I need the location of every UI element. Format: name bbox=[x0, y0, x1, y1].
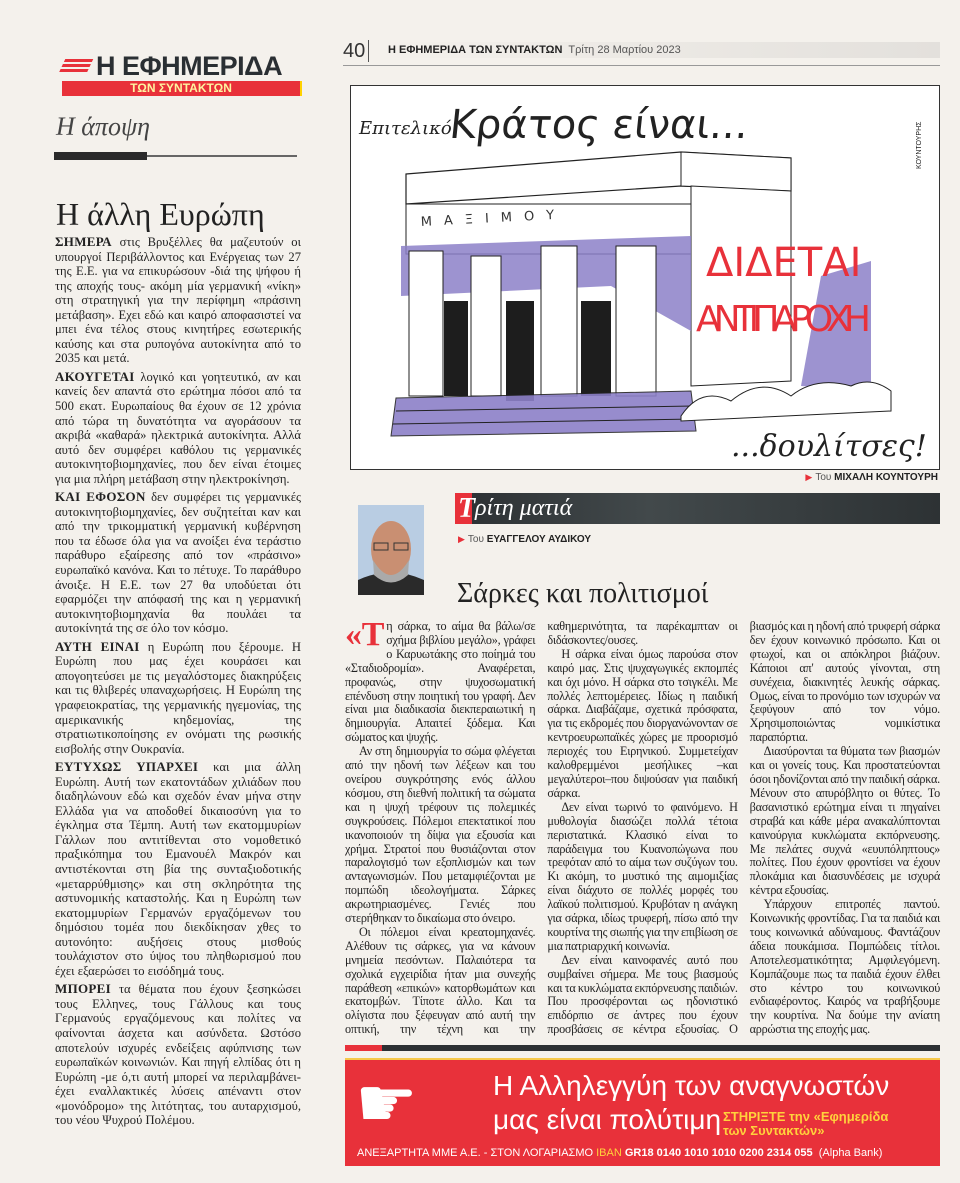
editorial-body bbox=[55, 235, 301, 1132]
ad-bank-details bbox=[357, 1147, 882, 1159]
column-and-ad bbox=[345, 616, 940, 1166]
cartoon-caption-big: Κράτος είναι... bbox=[447, 102, 751, 148]
column-byline bbox=[458, 534, 591, 545]
paragraph bbox=[55, 370, 301, 486]
cartoon bbox=[350, 85, 940, 470]
cartoon-punchline: ...δουλίτσες! bbox=[731, 429, 927, 464]
logo-line1: Η ΕΦΗΜΕΡΙΔΑ bbox=[96, 51, 283, 81]
divider bbox=[368, 40, 369, 62]
paragraph: Διασύρονται τα θύματα των βιασμών και οι γονείς τους. Και προστατεύονται όσοι ηδονίζονται από την παιδική σάρκα. Μένουν στο απυρόβλητο οι θύτες. Το βασανιστικό ερώτημα είναι τι πηγαίνει στραβά και κάθε μέρα ανακαλύπτονται καινούργια κυκλώματα εκπόρνευσης. Με πελάτες συχνά «ευυπόληπτους» πολίτες. Που έχουν φροντίσει να έχουν πλοκάμια και διασυνδέσεις με ισχυρά κέντρα εξουσίας. bbox=[749, 744, 940, 898]
cartoon-signature: ΚΟΥΝΤΟΥΡΗΣ bbox=[916, 121, 923, 169]
paragraph: Δεν είναι καινοφανές αυτό που συμβαίνει σήμερα. Με τους βιασμούς και τα κυκλώματα εκπόρνευσης παιδιών. Που προσφέρονται ως ηδονιστικό επιδόρπιο σε άντρες που έχουν προσβάσεις σε κέντρα εξουσίας. Ο βιασμός και η ηδονή από τρυφερή σάρκα δεν έχουν κοινωνικό πρόσωπο. Και οι φτωχοί, και οι απόκληροι βιάζουν. Κάποιοι απ' αυτούς γίνονται, στη συνέχεια, διακινητές λευκής σάρκας. Ομως, είναι το προνόμιο των ισχυρών να ξεφύγουν από τον νόμο. Χρησιμοποιώντας νομικίστικα παραπόρτια. bbox=[547, 619, 940, 1037]
drop-cap: «Τ bbox=[345, 616, 385, 653]
paragraph-text: η σάρκα, το αίμα θα βάλω/σε σχήμα βιβλίου μεγάλο», γράφει ο Καρυωτάκης στο ποίημά του «Σταδιοδρομία». Αναφέρεται, προφανώς, στην ψυχοσωματική επένδυση στην ποιητική του γραφή. Δεν είναι μια διαδικασία διεκπεραιωτική η δημιουργία. Απαιτεί ξόδεμα. Και σώματος και ψυχής. bbox=[345, 619, 536, 745]
ad-call-to-action: ΣΤΗΡΙΞΤΕ την «Εφημερίδα των Συντακτών» bbox=[723, 1109, 889, 1139]
cartoon-drawing bbox=[351, 86, 938, 468]
paragraph: Οι πόλεμοι είναι κρεατομηχανές. Αλέθουν τις σάρκες, για να κάνουν μνημεία πεσόντων. Παλαιότερα τα σχολικά εγχειρίδια ήταν μια συνεχής παράθεση «επικών» κατορθωμάτων και εκατομβών. Τίποτε άλλο. Και τα ολίγιστα που ξέφευγαν από αυτή την οπτική, την τέχνη και την καθημερινότητα, τα παρέκαμπταν οι διδάσκοντες/ουσες. bbox=[345, 619, 738, 1037]
building-sign: ΜΑΞΙΜΟΥ bbox=[420, 207, 567, 230]
paragraph-text: η Ευρώπη που ξέρουμε. Η Ευρώπη που μας έχει κουράσει και απογοητεύσει με τις μεγαλόστομες διακηρύξεις και τις θλιβερές υπαναχωρήσεις. Η Ευρώπη της γραφειοκρατίας, της γερμανικής ηγεμονίας, της αμερικανικής κηδεμονίας, της στρατιωτικοποίησης εν ονόματι της ρωσικής εισβολής στην Ουκρανία. bbox=[55, 639, 301, 756]
doorway bbox=[506, 301, 534, 401]
graffiti-text: ΑΝΤΙΠΑΡΟΧΗ bbox=[696, 299, 871, 340]
paragraph-text: λογικό και γοητευτικό, αν και κανείς δεν απαντά στο ερώτημα πόσοι από τα 500 εκατ. Ευρωπαίους θα έχουν σε 12 χρόνια από τώρα τη δυνατότητα να αγοράσουν τα ακριβά «καθαρά» ηλεκτρικά αυτοκίνητα. Αλλά αυτό δεν συμφέρει καθόλου τις γερμανικές αυτοκινητοβιομηχανίες, που δεν είναι έτοιμες για μια πλήρη μετάβαση στην ηλεκτροκίνηση. bbox=[55, 369, 301, 486]
divider bbox=[343, 65, 940, 66]
cartoon-caption-small: Επιτελικό bbox=[359, 118, 452, 139]
pointing-hand-icon: ☛ bbox=[355, 1062, 418, 1145]
logo-line2: ΤΩΝ ΣΥΝΤΑΚΤΩΝ bbox=[62, 81, 302, 96]
editorial-title: Η άλλη Ευρώπη bbox=[56, 196, 265, 232]
lead-word: ΚΑΙ ΕΦΟΣΟΝ bbox=[55, 489, 146, 505]
author-name: ΕΥΑΓΓΕΛΟΥ ΑΥΔΙΚΟΥ bbox=[486, 534, 592, 545]
paragraph-text: και μια άλλη Ευρώπη. Αυτή των εκατοντάδων χιλιάδων που διαδηλώνουν εδώ και σχεδόν έναν μήνα στην Ελλάδα για να αποδοθεί δικαιοσύνη για το έγκλημα στα Τέμπη. Αυτή των εκατομμυρίων Γάλλων που αντιτίθενται στο νομοθετικό πραξικόπημα του Εμανουέλ Μακρόν και αντιστέκονται στη βία της συνταξιοδοτικής «μεταρρύθμισης» και στη σκληρότητα της αστυνομικής καταστολής. Και η Ευρώπη των εκατομμυρίων Γερμανών εργαζόμενων του δημόσιου τομέα που διεκδίκησαν χθες το αυτονόητο: αυξήσεις στους μισθούς τουλάχιστον στο ύψος του πληθωρισμού που έχει εξαερώσει το εισόδημά τους. bbox=[55, 760, 301, 978]
newspaper-logo bbox=[62, 52, 302, 96]
triangle-icon: ▶ bbox=[805, 472, 813, 482]
paragraph bbox=[55, 982, 301, 1127]
side-wall bbox=[691, 186, 791, 386]
paragraph: Αν στη δημιουργία το σώμα φλέγεται από την ηδονή των λέξεων και του ονείρου συγκρότησης ενός άλλου κόσμου, στη διεθνή πολιτική τα σώματα και η ψυχή τρέφουν τις πολεμικές συγκρούσεις. Πόλεμοι επεκτατικοί που ικανοποιούν τη δίψα για εξουσία και χρήμα. Στρατοί που θυσιάζονται στον παραλογισμό των εξοπλισμών και των ανταγωνισμών. Που μεταμφιέζονται με πομπώδη ιδεολογήματα. Σάρκες ακρωτηριασμένες. Γενιές που στερήθηκαν το δικαίωμα στο όνειρο. bbox=[345, 744, 536, 926]
paragraph bbox=[55, 490, 301, 635]
cartoon-credit bbox=[700, 472, 938, 483]
paragraph bbox=[55, 640, 301, 756]
column bbox=[471, 256, 501, 396]
ad-headline: Η Αλληλεγγύη των αναγνωστών bbox=[493, 1070, 890, 1102]
paragraph: Υπάρχουν επιτροπές παντού. Κοινωνικής φροντίδας. Για τα παιδιά και τους κοινωνικά αδύναμους. Φαντάζουν άδεια πουκάμισα. Πομπώδεις τίτλοι. Αποτελεσματικότητα; Αμφιλεγόμενη. Κομπάζουμε πως τα παιδιά έχουν έλθει στο κέντρο του κοινωνικού ενδιαφέροντος. Καιρός να τραβήξουμε την κουρτίνα. Να δούμε την ανίατη αρρώστια της εποχής μας. bbox=[749, 897, 940, 1037]
column bbox=[616, 246, 656, 396]
column bbox=[541, 246, 577, 396]
column-title: Σάρκες και πολιτισμοί bbox=[457, 578, 709, 609]
section-label: Η άποψη bbox=[56, 112, 150, 141]
column-label: ρίτη ματιά bbox=[475, 495, 573, 521]
column-initial: Τ bbox=[455, 493, 472, 524]
bushes bbox=[681, 382, 891, 421]
paragraph: Δεν είναι τωρινό το φαινόμενο. Η μυθολογία διασώζει πολλά τέτοια περιστατικά. Κλασικό είναι το παράδειγμα του Κυανοπώγωνα που τρεφόταν από το αίμα των συζύγων του. Κι ακόμη, το μυστικό της αιμομιξίας είναι διάχυτο σε πολλές μορφές του λαϊκού πολιτισμού. Κρυβόταν η ανάγκη για σάρκα, ιδίως τρυφερή, πίσω από την κουρτίνα της σιωπής για την επιβίωση σε μια πατριαρχική κοινωνία. bbox=[547, 799, 738, 953]
lead-word: ΑΥΤΗ ΕΙΝΑΙ bbox=[55, 638, 140, 654]
issue-date: Τρίτη 28 Μαρτίου 2023 bbox=[568, 44, 681, 56]
page-number: 40 bbox=[343, 40, 366, 62]
paragraph-text: δεν συμφέρει τις γερμανικές αυτοκινητοβιομηχανίες, δεν συζητείται καν και από την τρικομματική γερμανική κυβέρνηση που τα έδωσε όλα για να ανοίξει ένα τεράστιο παράθυρο εξαίρεσης από τον «πράσινο» ευρωπαϊκό κανόνα. Και το πέτυχε. Το παράθυρο άνοιξε. Η Ε.Ε. των 27 θα υποδύεται ότι εφαρμόζει την απόφασή της και η γερμανική αυτοκινητοβιομηχανία θα πουλάει τα αυτοκίνητά της σε όλο τον κόσμο. bbox=[55, 490, 301, 636]
triangle-icon: ▶ bbox=[458, 534, 465, 544]
doorway bbox=[444, 301, 468, 396]
paper-name: Η ΕΦΗΜΕΡΙΔΑ ΤΩΝ ΣΥΝΤΑΚΤΩΝ bbox=[388, 44, 563, 56]
paragraph-text: στις Βρυξέλλες θα μαζευτούν οι υπουργοί Περιβάλλοντος και Ενέργειας των 27 της Ε.Ε. για να επικυρώσουν -διά της ψήφου ή της αποχής τους- ακόμη μία γερμανική «νίκη» στη στρατηγική για την περίφημη «πράσινη μετάβαση». Εχει εδώ και καιρό αποφασιστεί να μπει ένα τέλος στους κινητήρες εσωτερικής καύσης και στα ρυπογόνα αυτοκίνητα από το 2035 και μετά. bbox=[55, 235, 301, 366]
column bbox=[409, 251, 443, 396]
section-divider bbox=[54, 155, 297, 157]
credit-prefix: Του bbox=[815, 472, 832, 483]
paragraph bbox=[55, 760, 301, 978]
lead-word: ΜΠΟΡΕΙ bbox=[55, 981, 111, 997]
iban-label: IBAN bbox=[596, 1147, 622, 1160]
lead-word: ΑΚΟΥΓΕΤΑΙ bbox=[55, 368, 135, 384]
bank-name: (Alpha Bank) bbox=[818, 1147, 883, 1160]
steps bbox=[391, 391, 696, 436]
author-photo bbox=[358, 505, 424, 595]
ad-headline-2: μας είναι πολύτιμη bbox=[493, 1104, 722, 1136]
iban-number: GR18 0140 1010 1010 0200 2314 055 bbox=[624, 1147, 813, 1160]
graffiti-text: ΔΙΔΕΤΑΙ bbox=[706, 240, 862, 286]
running-header bbox=[378, 42, 940, 58]
portrait-image bbox=[358, 505, 424, 595]
account-label: ΑΝΕΞΑΡΤΗΤΑ ΜΜΕ Α.Ε. - ΣΤΟΝ ΛΟΓΑΡΙΑΣΜΟ bbox=[357, 1147, 594, 1160]
divider-bar bbox=[345, 1045, 940, 1051]
paragraph: Η σάρκα είναι όμως παρούσα στον καιρό μας. Στις ψυχαγωγικές εκπομπές και όχι μόνο. Η σάρκα στο τσιγκέλι. Με πολλές λεπτομέρειες. Ιδίως η παιδική σάρκα. Διαβάζαμε, σχετικά πρόσφατα, για τις εκδρομές που διοργανώνονταν σε κεντροευρωπαϊκές χώρες με προορισμό περιοχές του Ειρηνικού. Συμμετείχαν καλοθρεμμένοι μεσήλικες –και μεγαλύτεροι–που διψούσαν για παιδική σάρκα. bbox=[547, 646, 738, 800]
roof-side bbox=[681, 152, 791, 191]
byline-prefix: Του bbox=[467, 534, 484, 545]
lead-word: ΕΥΤΥΧΩΣ ΥΠΑΡΧΕΙ bbox=[55, 759, 199, 775]
speed-lines-icon bbox=[59, 59, 94, 73]
paragraph bbox=[345, 616, 536, 745]
reader-support-ad bbox=[345, 1058, 940, 1166]
column-body bbox=[345, 616, 940, 1037]
column-header-bar bbox=[455, 493, 940, 524]
cartoonist-name: ΜΙΧΑΛΗ ΚΟΥΝΤΟΥΡΗ bbox=[834, 472, 938, 483]
paragraph-text: τα θέματα που έχουν ξεσηκώσει τους Ελληνες, τους Γάλλους και τους Γερμανούς εργαζόμενους και πολίτες να φαίνονται άσχετα και ασύνδετα. Ωστόσο αποτελούν ισχυρές ενδείξεις αφύπνισης των ευρωπαϊκών κοινωνιών. Και πηγή ελπίδας ότι η Ευρώπη -με ό,τι αυτή μπορεί να περιλαμβάνει- έχει εναλλακτικές λύσεις απέναντι στον «μονόδρομο» της λιτότητας, του αυταρχισμού, του νέου Ψυχρού Πολέμου. bbox=[55, 982, 301, 1128]
paragraph bbox=[55, 235, 301, 366]
doorway bbox=[581, 301, 611, 396]
lead-word: ΣΗΜΕΡΑ bbox=[55, 234, 112, 249]
